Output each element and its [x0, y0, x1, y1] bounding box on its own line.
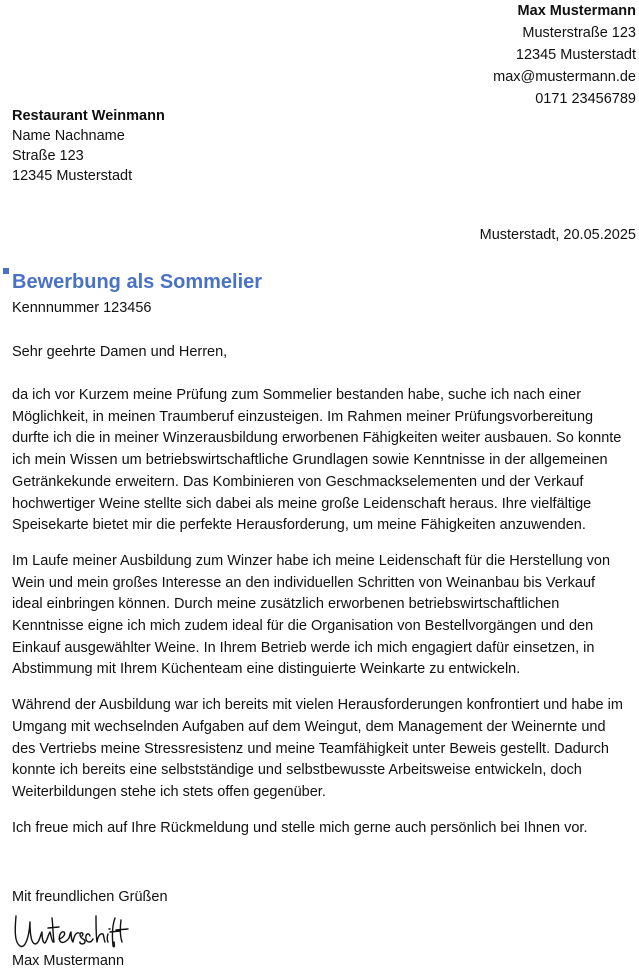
body-paragraph: da ich vor Kurzem meine Prüfung zum Sommelier bestanden habe, suche ich nach einer Möglichkeit, in meinen Traumberuf einzusteigen. Im Rahmen meiner Prüfungsvorbereitung durfte ich die in meiner Winzerausbildung erworbenen Fähigkeiten weiter ausbauen. So konnte ich mein Wissen um betriebswirtschaftliche Grundlagen sowie Kenntnisse in der allgemeinen Getränkekunde erweitern. Das Kombinieren von Geschmackselementen und der Verkauf hochwertiger Weine stellte sich dabei als meine große Leidenschaft heraus. Ihre vielfältige Speisekarte bietet mir die perfekte Herausforderung, um meine Fähigkeiten anzuwenden. [12, 387, 622, 534]
recipient-contact: Name Nachname [12, 128, 125, 144]
recipient-address-block [12, 106, 165, 186]
recipient-street: Straße 123 [12, 148, 84, 164]
letter-subject: Bewerbung als Sommelier [12, 271, 263, 293]
recipient-city: 12345 Musterstadt [12, 168, 133, 184]
sender-city: 12345 Musterstadt [515, 47, 636, 63]
subject-marker-icon [3, 268, 9, 274]
salutation: Sehr geehrte Damen und Herren, [12, 344, 228, 360]
signature-image [12, 908, 132, 954]
sender-name: Max Mustermann [517, 3, 636, 19]
signer-name: Max Mustermann [12, 953, 125, 969]
closing-phrase: Mit freundlichen Grüßen [12, 889, 168, 905]
reference-number: Kennnummer 123456 [12, 300, 152, 316]
body-paragraph: Ich freue mich auf Ihre Rückmeldung und stelle mich gerne auch persönlich bei Ihnen vor. [12, 819, 588, 836]
sender-phone: 0171 23456789 [535, 91, 636, 107]
sender-address-block [493, 0, 636, 110]
sender-email: max@mustermann.de [493, 69, 636, 85]
body-paragraph: Während der Ausbildung war ich bereits mit vielen Herausforderungen konfrontiert und habe im Umgang mit wechselnden Aufgaben auf dem Weingut, dem Management der Weinernte und des Vertriebs meine Stressresistenz und meine Teamfähigkeit unter Beweis gestellt. Dadurch konnte ich bereits eine selbstständige und selbstbewusste Arbeitsweise entwickeln, doch Weiterbildungen stehe ich stets offen gegenüber. [12, 697, 623, 800]
letter-body [12, 385, 625, 853]
body-paragraph: Im Laufe meiner Ausbildung zum Winzer habe ich meine Leidenschaft für die Herstellung von Wein und mein großes Interesse an den individuellen Schritten von Weinanbau bis Verkauf ideal einbringen können. Durch meine zusätzlich erworbenen betriebswirtschaftlichen Kenntnisse eigne ich mich zudem ideal für die Organisation von Bestellvorgängen und den Einkauf ausgewählter Weine. In Ihrem Betrieb werde ich mich engagiert dafür einsetzen, in Abstimmung mit Ihrem Küchenteam eine distinguierte Weinkarte zu entwickeln. [12, 552, 611, 678]
sender-street: Musterstraße 123 [522, 25, 636, 41]
letter-date: Musterstadt, 20.05.2025 [479, 227, 636, 243]
recipient-company: Restaurant Weinmann [12, 108, 165, 124]
